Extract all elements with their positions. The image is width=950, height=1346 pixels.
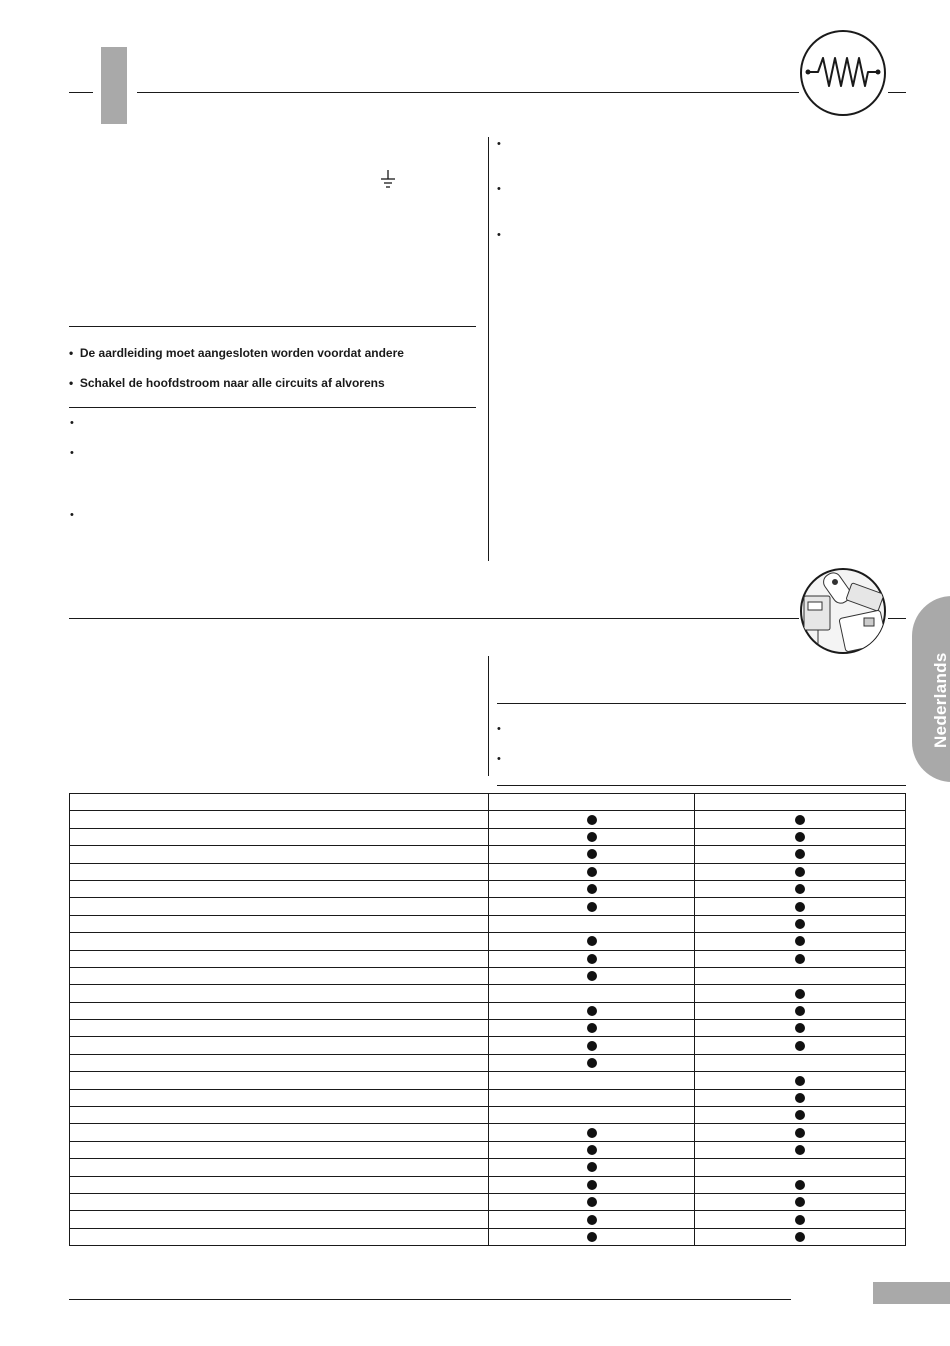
table-row bbox=[70, 880, 906, 897]
availability-cell bbox=[489, 1037, 695, 1054]
table-row bbox=[70, 985, 906, 1002]
availability-cell bbox=[695, 898, 906, 915]
table-row bbox=[70, 967, 906, 984]
list-bullet: • bbox=[70, 447, 74, 459]
feature-name-cell bbox=[70, 863, 489, 880]
availability-dot-icon bbox=[587, 1232, 597, 1242]
column-divider bbox=[488, 137, 489, 561]
availability-cell bbox=[489, 1211, 695, 1228]
availability-cell bbox=[489, 811, 695, 828]
feature-name-cell bbox=[70, 1037, 489, 1054]
feature-name-cell bbox=[70, 1193, 489, 1210]
table-row bbox=[70, 1159, 906, 1176]
table-row bbox=[70, 1107, 906, 1124]
feature-name-cell bbox=[70, 811, 489, 828]
availability-cell bbox=[695, 880, 906, 897]
availability-dot-icon bbox=[587, 884, 597, 894]
availability-dot-icon bbox=[587, 1180, 597, 1190]
availability-cell bbox=[695, 846, 906, 863]
ground-icon bbox=[380, 170, 396, 195]
warning-item-text: De aardleiding moet aangesloten worden voordat andere bbox=[79, 346, 404, 360]
availability-dot-icon bbox=[587, 1145, 597, 1155]
features-table bbox=[69, 793, 906, 1246]
availability-cell bbox=[489, 828, 695, 845]
availability-dot-icon bbox=[795, 815, 805, 825]
availability-dot-icon bbox=[587, 832, 597, 842]
table-row bbox=[70, 1211, 906, 1228]
availability-dot-icon bbox=[795, 1215, 805, 1225]
header-rule-left bbox=[69, 92, 93, 93]
table-header-row bbox=[70, 794, 906, 811]
availability-dot-icon bbox=[795, 832, 805, 842]
availability-cell bbox=[489, 1002, 695, 1019]
availability-dot-icon bbox=[795, 1006, 805, 1016]
availability-cell bbox=[489, 985, 695, 1002]
section-rule-right bbox=[888, 618, 906, 619]
availability-cell bbox=[489, 1193, 695, 1210]
availability-cell bbox=[695, 1193, 906, 1210]
feature-name-cell bbox=[70, 846, 489, 863]
table-row bbox=[70, 1002, 906, 1019]
warning-item: • Schakel de hoofdstroom naar alle circuits af alvorens bbox=[69, 376, 385, 390]
table-row bbox=[70, 933, 906, 950]
table-row bbox=[70, 1141, 906, 1158]
availability-dot-icon bbox=[795, 884, 805, 894]
availability-cell bbox=[489, 898, 695, 915]
table-header-cell bbox=[695, 794, 906, 811]
availability-dot-icon bbox=[587, 1023, 597, 1033]
feature-name-cell bbox=[70, 1176, 489, 1193]
availability-cell bbox=[695, 1020, 906, 1037]
availability-cell bbox=[695, 985, 906, 1002]
table-row bbox=[70, 1176, 906, 1193]
feature-name-cell bbox=[70, 967, 489, 984]
page-number-tab bbox=[873, 1282, 950, 1304]
availability-dot-icon bbox=[587, 849, 597, 859]
availability-cell bbox=[695, 1124, 906, 1141]
table-row bbox=[70, 1124, 906, 1141]
column-divider bbox=[488, 656, 489, 776]
feature-name-cell bbox=[70, 1124, 489, 1141]
feature-name-cell bbox=[70, 1054, 489, 1071]
feature-name-cell bbox=[70, 1002, 489, 1019]
availability-cell bbox=[695, 1089, 906, 1106]
availability-cell bbox=[489, 1228, 695, 1245]
language-tab-label: Nederlands bbox=[931, 652, 950, 748]
availability-cell bbox=[489, 1141, 695, 1158]
availability-cell bbox=[489, 950, 695, 967]
list-bullet: • bbox=[497, 723, 501, 735]
list-bullet: • bbox=[497, 753, 501, 765]
availability-dot-icon bbox=[587, 815, 597, 825]
availability-dot-icon bbox=[587, 1128, 597, 1138]
section-rule bbox=[69, 618, 799, 619]
availability-cell bbox=[695, 1141, 906, 1158]
feature-name-cell bbox=[70, 1107, 489, 1124]
list-bullet: • bbox=[70, 417, 74, 429]
availability-cell bbox=[489, 1020, 695, 1037]
feature-name-cell bbox=[70, 1072, 489, 1089]
availability-dot-icon bbox=[587, 971, 597, 981]
list-bullet: • bbox=[497, 138, 501, 150]
warning-item-text: Schakel de hoofdstroom naar alle circuits af alvorens bbox=[79, 376, 385, 390]
availability-dot-icon bbox=[587, 902, 597, 912]
feature-name-cell bbox=[70, 950, 489, 967]
availability-cell bbox=[695, 1159, 906, 1176]
availability-cell bbox=[695, 967, 906, 984]
availability-dot-icon bbox=[795, 989, 805, 999]
list-bullet: • bbox=[70, 509, 74, 521]
availability-dot-icon bbox=[795, 867, 805, 877]
availability-dot-icon bbox=[587, 936, 597, 946]
feature-name-cell bbox=[70, 880, 489, 897]
availability-dot-icon bbox=[587, 1215, 597, 1225]
table-row bbox=[70, 811, 906, 828]
availability-cell bbox=[489, 1159, 695, 1176]
availability-cell bbox=[489, 1176, 695, 1193]
availability-cell bbox=[695, 1037, 906, 1054]
availability-dot-icon bbox=[795, 1041, 805, 1051]
availability-dot-icon bbox=[795, 1076, 805, 1086]
feature-name-cell bbox=[70, 828, 489, 845]
availability-dot-icon bbox=[795, 1023, 805, 1033]
feature-name-cell bbox=[70, 933, 489, 950]
table-row bbox=[70, 828, 906, 845]
availability-dot-icon bbox=[587, 1162, 597, 1172]
availability-cell bbox=[695, 828, 906, 845]
resistor-icon bbox=[798, 28, 888, 123]
remote-control-icon bbox=[798, 566, 888, 661]
availability-cell bbox=[695, 1072, 906, 1089]
table-row bbox=[70, 1020, 906, 1037]
list-bullet: • bbox=[497, 183, 501, 195]
list-bullet: • bbox=[497, 229, 501, 241]
availability-dot-icon bbox=[587, 1058, 597, 1068]
table-row bbox=[70, 1193, 906, 1210]
warning-item: • De aardleiding moet aangesloten worden voordat andere bbox=[69, 346, 404, 360]
availability-dot-icon bbox=[795, 1145, 805, 1155]
feature-name-cell bbox=[70, 898, 489, 915]
availability-dot-icon bbox=[795, 902, 805, 912]
availability-dot-icon bbox=[587, 1006, 597, 1016]
availability-cell bbox=[489, 1054, 695, 1071]
table-row bbox=[70, 1037, 906, 1054]
table-header-cell bbox=[70, 794, 489, 811]
footer-rule bbox=[69, 1299, 791, 1300]
availability-cell bbox=[489, 880, 695, 897]
availability-dot-icon bbox=[795, 1197, 805, 1207]
chapter-marker bbox=[101, 47, 127, 124]
availability-cell bbox=[695, 950, 906, 967]
table-row bbox=[70, 915, 906, 932]
availability-cell bbox=[489, 846, 695, 863]
availability-cell bbox=[695, 1176, 906, 1193]
availability-cell bbox=[695, 811, 906, 828]
availability-cell bbox=[489, 967, 695, 984]
table-header-cell bbox=[489, 794, 695, 811]
availability-cell bbox=[695, 1228, 906, 1245]
feature-name-cell bbox=[70, 985, 489, 1002]
table-row bbox=[70, 846, 906, 863]
availability-dot-icon bbox=[587, 1041, 597, 1051]
warning-box-top bbox=[69, 326, 476, 327]
feature-name-cell bbox=[70, 1228, 489, 1245]
header-rule-right bbox=[888, 92, 906, 93]
table-row bbox=[70, 1228, 906, 1245]
availability-dot-icon bbox=[795, 1180, 805, 1190]
availability-dot-icon bbox=[795, 1093, 805, 1103]
feature-name-cell bbox=[70, 1141, 489, 1158]
availability-dot-icon bbox=[587, 954, 597, 964]
feature-name-cell bbox=[70, 1159, 489, 1176]
availability-dot-icon bbox=[587, 867, 597, 877]
availability-cell bbox=[695, 1211, 906, 1228]
table-row bbox=[70, 950, 906, 967]
availability-dot-icon bbox=[795, 1110, 805, 1120]
availability-cell bbox=[489, 863, 695, 880]
availability-cell bbox=[489, 1072, 695, 1089]
availability-cell bbox=[489, 1107, 695, 1124]
availability-cell bbox=[489, 933, 695, 950]
availability-cell bbox=[489, 1124, 695, 1141]
feature-name-cell bbox=[70, 915, 489, 932]
availability-dot-icon bbox=[795, 954, 805, 964]
note-box-top bbox=[497, 703, 906, 704]
availability-cell bbox=[695, 863, 906, 880]
availability-dot-icon bbox=[795, 936, 805, 946]
warning-box-bottom bbox=[69, 407, 476, 408]
table-row bbox=[70, 1072, 906, 1089]
availability-cell bbox=[695, 1002, 906, 1019]
feature-name-cell bbox=[70, 1211, 489, 1228]
table-row bbox=[70, 898, 906, 915]
availability-cell bbox=[695, 933, 906, 950]
availability-dot-icon bbox=[795, 1128, 805, 1138]
header-rule bbox=[137, 92, 799, 93]
availability-cell bbox=[695, 1054, 906, 1071]
table-row bbox=[70, 863, 906, 880]
availability-dot-icon bbox=[795, 1232, 805, 1242]
availability-cell bbox=[489, 1089, 695, 1106]
table-row bbox=[70, 1054, 906, 1071]
availability-dot-icon bbox=[795, 849, 805, 859]
table-row bbox=[70, 1089, 906, 1106]
availability-dot-icon bbox=[587, 1197, 597, 1207]
feature-name-cell bbox=[70, 1089, 489, 1106]
availability-cell bbox=[695, 1107, 906, 1124]
availability-cell bbox=[695, 915, 906, 932]
feature-name-cell bbox=[70, 1020, 489, 1037]
note-box-bottom bbox=[497, 785, 906, 786]
availability-cell bbox=[489, 915, 695, 932]
availability-dot-icon bbox=[795, 919, 805, 929]
